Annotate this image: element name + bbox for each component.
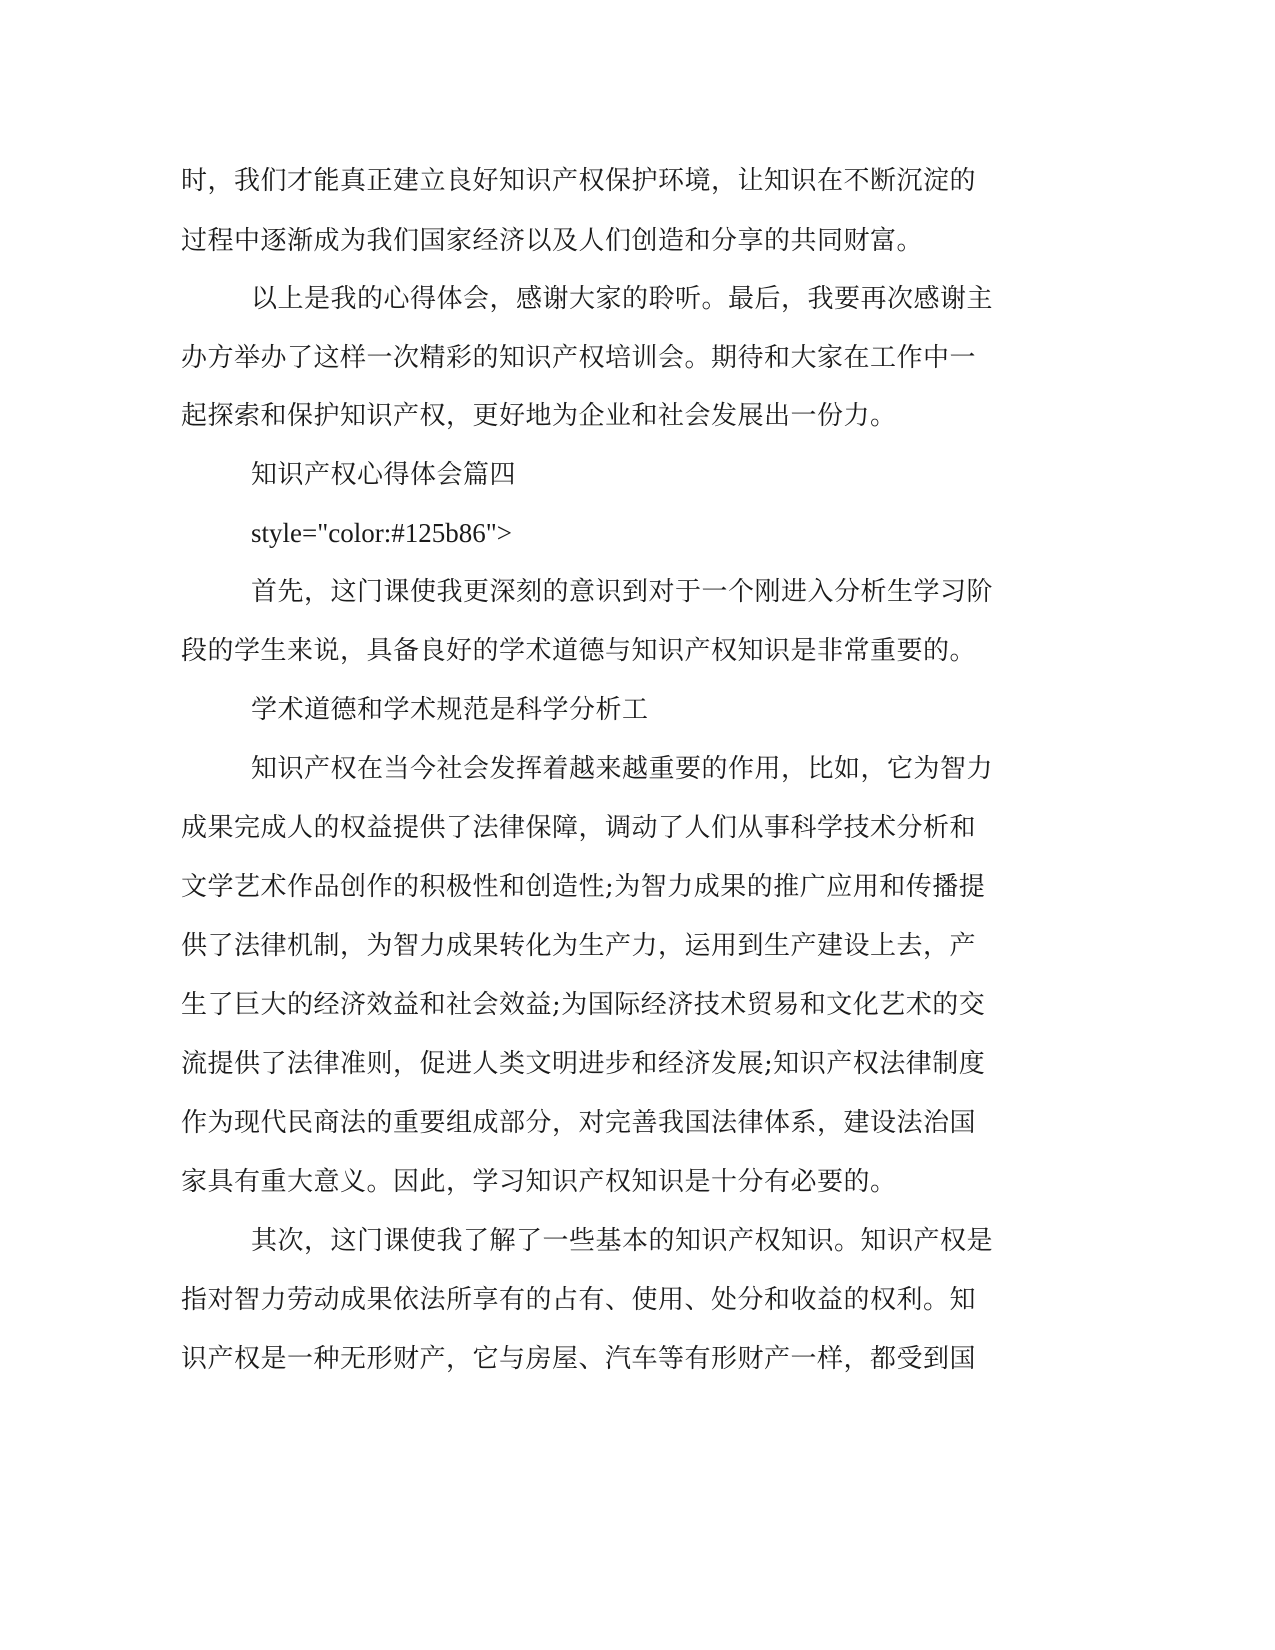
text-line: 生了巨大的经济效益和社会效益;为国际经济技术贸易和文化艺术的交: [181, 990, 986, 1020]
text-line: 指对智力劳动成果依法所享有的占有、使用、处分和收益的权利。知: [181, 1285, 977, 1315]
text-line: 时，我们才能真正建立良好知识产权保护环境，让知识在不断沉淀的: [181, 166, 977, 196]
text-line: 作为现代民商法的重要组成部分，对完善我国法律体系，建设法治国: [181, 1108, 977, 1138]
paragraph-start-line: 其次，这门课使我了解了一些基本的知识产权知识。知识产权是: [251, 1226, 994, 1256]
text-line: 起探索和保护知识产权，更好地为企业和社会发展出一份力。: [181, 401, 897, 431]
paragraph-start-line: 学术道德和学术规范是科学分析工: [251, 695, 649, 725]
paragraph-start-line: 以上是我的心得体会，感谢大家的聆听。最后，我要再次感谢主: [251, 284, 994, 314]
text-line: 段的学生来说，具备良好的学术道德与知识产权知识是非常重要的。: [181, 636, 977, 666]
stray-markup-line: style="color:#125b86">: [251, 518, 512, 548]
text-line: 供了法律机制，为智力成果转化为生产力，运用到生产建设上去，产: [181, 931, 977, 961]
text-line: 过程中逐渐成为我们国家经济以及人们创造和分享的共同财富。: [181, 226, 924, 256]
section-heading: 知识产权心得体会篇四: [251, 460, 517, 490]
text-line: 家具有重大意义。因此，学习知识产权知识是十分有必要的。: [181, 1167, 897, 1197]
text-line: 办方举办了这样一次精彩的知识产权培训会。期待和大家在工作中一: [181, 343, 977, 373]
text-line: 流提供了法律准则，促进人类文明进步和经济发展;知识产权法律制度: [181, 1049, 986, 1079]
paragraph-start-line: 知识产权在当今社会发挥着越来越重要的作用，比如，它为智力: [251, 754, 994, 784]
text-line: 识产权是一种无形财产，它与房屋、汽车等有形财产一样，都受到国: [181, 1344, 977, 1374]
text-line: 成果完成人的权益提供了法律保障，调动了人们从事科学技术分析和: [181, 813, 977, 843]
paragraph-start-line: 首先，这门课使我更深刻的意识到对于一个刚进入分析生学习阶: [251, 577, 994, 607]
text-line: 文学艺术作品创作的积极性和创造性;为智力成果的推广应用和传播提: [181, 872, 986, 902]
